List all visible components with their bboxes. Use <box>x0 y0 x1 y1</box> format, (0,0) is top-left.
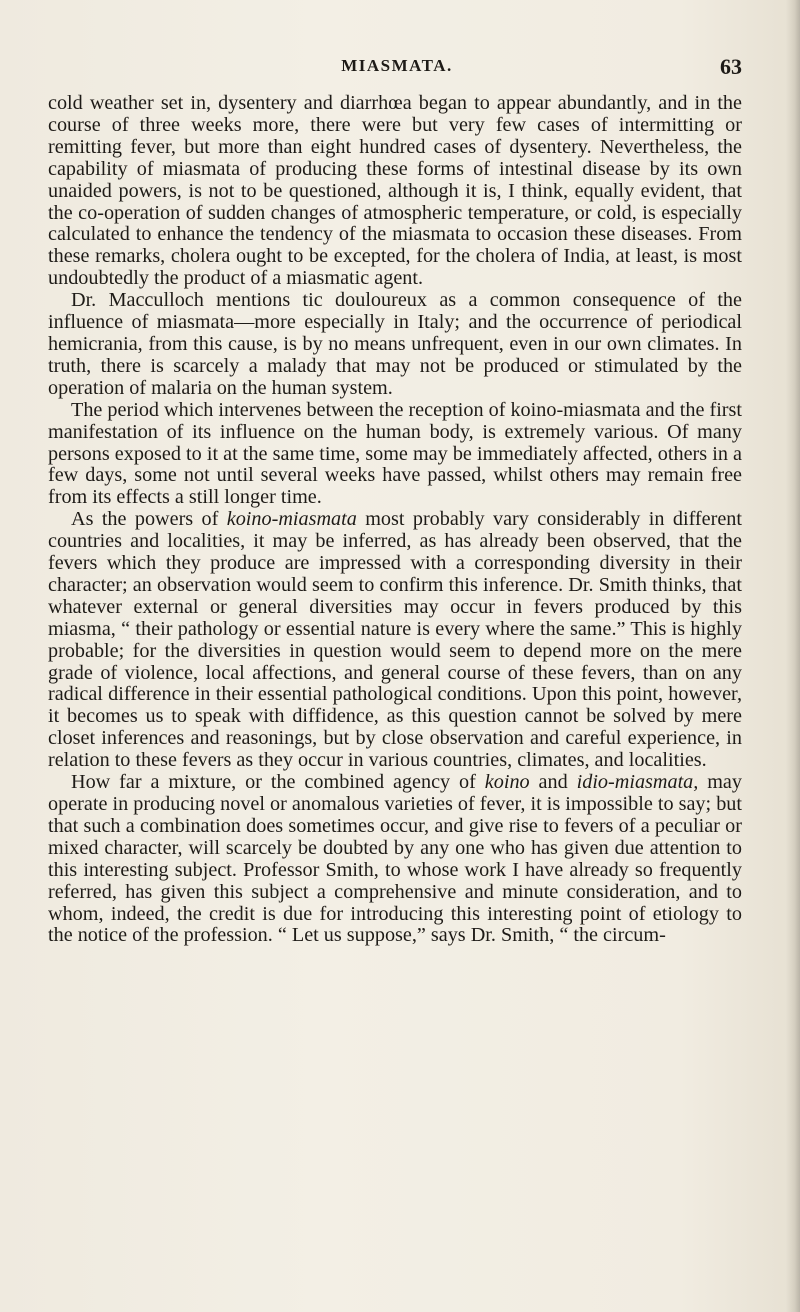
running-head: MIASMATA. <box>341 56 453 75</box>
paragraph-4-body: most probably vary considerably in different countries and localities, it may be inferred, as has already been observed, that the fevers which they produce are impressed with a corresponding diversity in their character; an observation would seem to confirm this inference. Dr. Smith thinks, that whatever external or general diversities may occur in fevers produced by this miasma, “ their pathology or essential nature is every where the same.” This is highly probable; for the diversities in question would seem to depend more on the mere grade of violence, local affections, and general course of these fevers, than on any radical difference in their essential pathological conditions. Upon this point, however, it becomes us to speak with diffidence, as this question cannot be solved by mere closet inferences and reasonings, but by close observation and careful experience, in relation to these fevers as they occur in various countries, climates, and localities. <box>48 508 742 772</box>
body-text <box>48 93 742 947</box>
paragraph-1: cold weather set in, dysentery and diarrhœa began to appear abundantly, and in the course of three weeks more, there were but very few cases of intermitting or remitting fever, but more than eight hundred cases of dysentery. Nevertheless, the capability of miasmata of producing these forms of intestinal disease by its own unaided powers, is not to be questioned, although it is, I think, equally evident, that the co-operation of sudden changes of atmospheric temperature, or cold, is especially calculated to enhance the tendency of the miasmata to occasion these diseases. From these remarks, cholera ought to be excepted, for the cholera of India, at least, is most undoubtedly the product of a miasmatic agent. <box>48 92 742 290</box>
term-koino-miasmata: koino-miasmata <box>226 508 357 531</box>
paragraph-5 <box>48 772 742 947</box>
page-number: 63 <box>720 54 742 79</box>
paragraph-4 <box>48 509 742 772</box>
paragraph-5-body: may operate in producing novel or anomalous varieties of fever, it is impossible to say; but that such a combination does sometimes occur, and give rise to fevers of a peculiar or mixed character, will scarcely be doubted by any one who has given due attention to this interesting subject. Professor Smith, to whose work I have already so frequently referred, has given this subject a comprehensive and minute consideration, and to whom, indeed, the credit is due for introducing this interesting point of etiology to the notice of the profession. “ Let us suppose,” says Dr. Smith, “ the circum- <box>48 771 742 947</box>
paragraph-5-conjunction: and <box>529 771 577 794</box>
page-header <box>52 56 742 82</box>
paragraph-2: Dr. Macculloch mentions tic douloureux as a common consequence of the influence of miasmata—more especially in Italy; and the occurrence of periodical hemicrania, from this cause, is by no means unfrequent, even in our own climates. In truth, there is scarcely a malady that may not be produced or stimulated by the operation of malaria on the human system. <box>48 289 742 399</box>
paragraph-5-lead: How far a mixture, or the combined agency of <box>71 771 485 794</box>
term-koino: koino <box>484 771 530 794</box>
paragraph-4-lead: As the powers of <box>71 508 227 531</box>
term-idio-miasmata: idio-miasmata, <box>576 771 699 794</box>
page-edge-shadow <box>786 0 800 1312</box>
paragraph-3: The period which intervenes between the reception of koino-miasmata and the first manifestation of its influence on the human body, is extremely various. Of many persons exposed to it at the same time, some may be immediately affected, others in a few days, some not until several weeks have passed, whilst others may remain free from its effects a still longer time. <box>48 398 742 509</box>
